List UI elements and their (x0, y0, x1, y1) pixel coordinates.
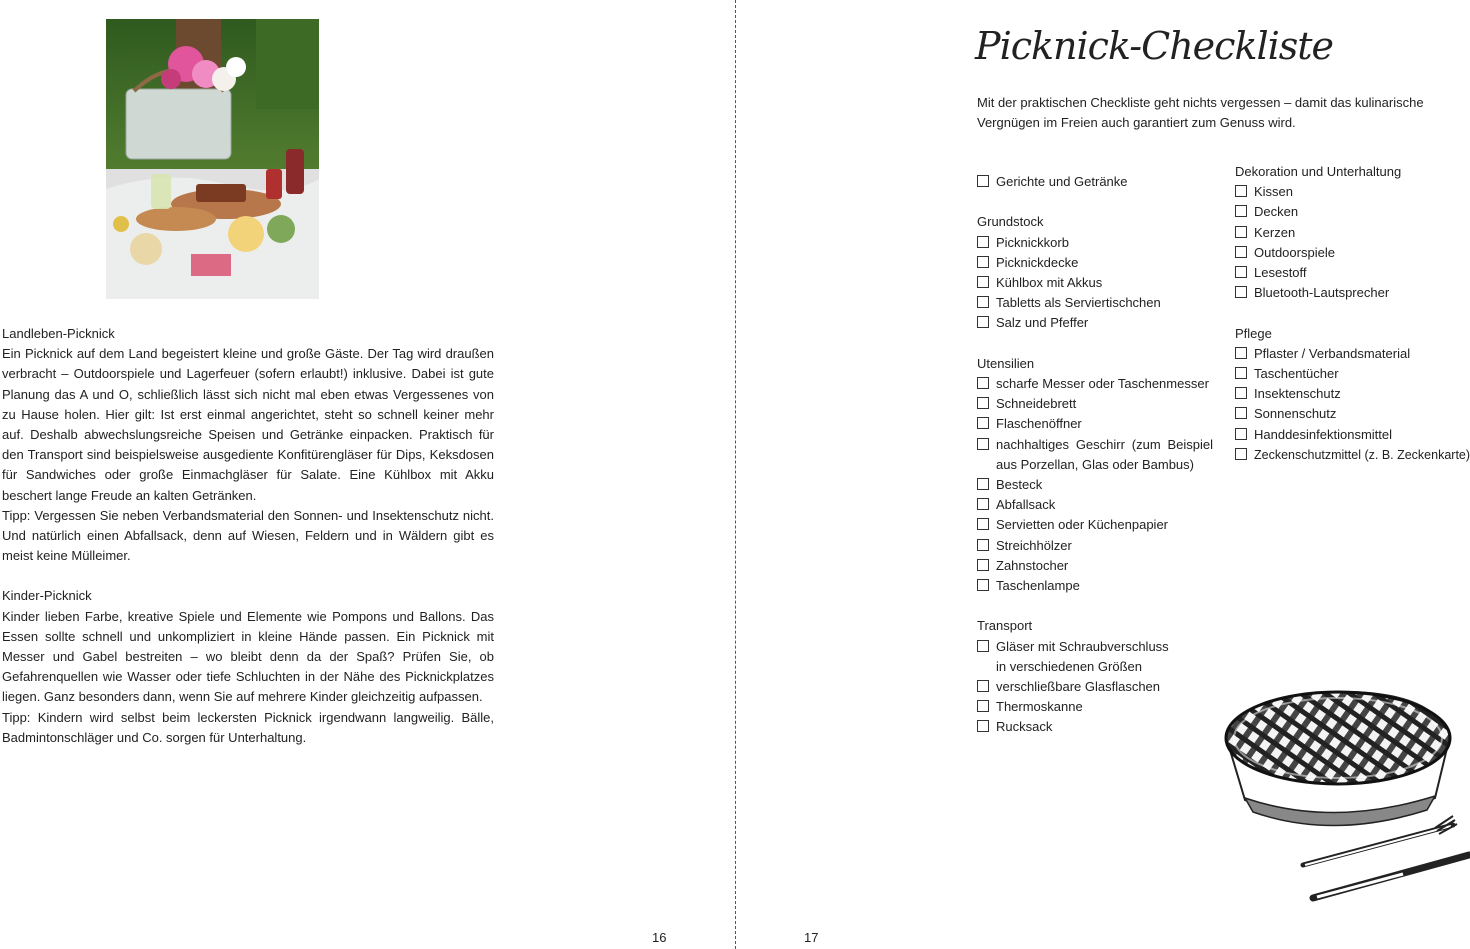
checkbox[interactable] (977, 256, 989, 268)
checklist-item[interactable]: Kühlbox mit Akkus (977, 273, 1213, 293)
checklist-item[interactable]: Abfallsack (977, 495, 1213, 515)
checkbox[interactable] (977, 236, 989, 248)
checklist-item[interactable]: Outdoorspiele (1235, 243, 1470, 263)
checklist-column-2 (1235, 162, 1470, 465)
checkbox[interactable] (977, 478, 989, 490)
checkbox[interactable] (977, 296, 989, 308)
tip-paragraph: Tipp: Vergessen Sie neben Verbandsmaterial den Sonnen- und Insektenschutz nicht. Und natürlich einen Abfallsack, denn auf Wiesen, Feldern und in Wäldern gibt es meist keine Mülleimer. (2, 507, 494, 564)
checklist-item[interactable]: Tabletts als Serviertischchen (977, 293, 1213, 313)
checklist-item[interactable]: Zahnstocher (977, 556, 1213, 576)
checkbox[interactable] (977, 720, 989, 732)
checkbox[interactable] (1235, 367, 1247, 379)
checkbox[interactable] (977, 579, 989, 591)
checklist-item[interactable]: scharfe Messer oder Taschenmesser (977, 374, 1213, 394)
section-title-grundstock: Grundstock (977, 214, 1044, 230)
checkbox[interactable] (977, 539, 989, 551)
checklist-item[interactable]: Flaschenöffner (977, 414, 1213, 434)
page-number-right: 17 (804, 930, 819, 945)
checkbox[interactable] (977, 377, 989, 389)
checkbox[interactable] (1235, 246, 1247, 258)
pie-illustration (1213, 680, 1470, 910)
checkbox[interactable] (1235, 428, 1247, 440)
paragraph: Kinder lieben Farbe, kreative Spiele und Elemente wie Pompons und Ballons. Das Essen sollte schnell und unkompliziert in kleine Hände passen. Ein Picknick mit Messer und Gabel bestreiten – wo bleibt denn da der Spaß? Prüfen Sie, ob Gefahrenquellen wie Wasser oder tiefe Schluchten in der Nähe des Picknickplatzes liegen. Ganz besonders dann, wenn Sie auf mehrere Kinder gleichzeitig aufpassen. (2, 608, 494, 705)
checklist-item[interactable]: Gerichte und Getränke (977, 172, 1213, 192)
section-title-utensilien: Utensilien (977, 355, 1035, 371)
checklist-item[interactable]: Besteck (977, 475, 1213, 495)
checkbox[interactable] (1235, 266, 1247, 278)
checkbox[interactable] (1235, 387, 1247, 399)
checklist-item[interactable]: Schneidebrett (977, 394, 1213, 414)
checkbox[interactable] (1235, 226, 1247, 238)
checklist-item[interactable]: Sonnenschutz (1235, 404, 1470, 424)
checkbox[interactable] (1235, 185, 1247, 197)
checkbox[interactable] (1235, 448, 1247, 460)
section-title-pflege: Pflege (1235, 325, 1272, 341)
checklist-item[interactable]: Kerzen (1235, 223, 1470, 243)
checklist-item[interactable]: Servietten oder Küchenpapier (977, 515, 1213, 535)
checklist-item[interactable]: Salz und Pfeffer (977, 313, 1213, 333)
page-number-left: 16 (652, 930, 667, 945)
checkbox[interactable] (1235, 286, 1247, 298)
intro-text: Mit der praktischen Checkliste geht nichts vergessen – damit das kulinarische Vergnügen im Freien auch garantiert zum Genuss wird. (977, 95, 1424, 130)
checklist-item[interactable]: Thermoskanne (977, 697, 1213, 717)
checkbox[interactable] (977, 276, 989, 288)
checkbox[interactable] (1235, 205, 1247, 217)
checklist-item[interactable]: Kissen (1235, 182, 1470, 202)
checkbox[interactable] (977, 559, 989, 571)
paragraph: Ein Picknick auf dem Land begeistert kleine und große Gäste. Der Tag wird draußen verbracht – Outdoorspiele und Lagerfeuer (sofern erlaubt!) inklusive. Dabei ist gute Planung das A und O, schließlich lässt sich nicht mal eben etwas Vergessenes von zu Hause holen. Hier gilt: Ist erst einmal angerichtet, steht so schnell keiner mehr auf. Deshalb abwechslungsreiche Speisen und Getränke einpacken. Praktisch für den Transport sind beispielsweise ausgediente Konfitürengläser für Dips, Keksdosen für Sandwiches oder große Einmachgläser für Salate. Eine Kühlbox mit Akku beschert lange Freude an kalten Getränken. (2, 346, 494, 503)
checklist-item[interactable]: Taschentücher (1235, 364, 1470, 384)
checkbox[interactable] (977, 438, 989, 450)
checklist-item[interactable]: Bluetooth-Lautsprecher (1235, 283, 1470, 303)
section-title-dekoration: Dekoration und Unterhaltung (1235, 164, 1402, 179)
checklist-item[interactable]: Rucksack (977, 717, 1213, 737)
checklist-item[interactable]: Picknickdecke (977, 253, 1213, 273)
checklist-item[interactable]: Lesestoff (1235, 263, 1470, 283)
checkbox[interactable] (977, 397, 989, 409)
page-title: Picknick-Checkliste (975, 24, 1334, 68)
checkbox[interactable] (977, 640, 989, 652)
checklist-item[interactable]: Gläser mit Schraubverschluss in verschiedenen Größen (977, 637, 1213, 677)
checkbox[interactable] (1235, 347, 1247, 359)
checklist-item[interactable]: Insektenschutz (1235, 384, 1470, 404)
section-heading: Kinder-Picknick (2, 588, 92, 604)
section-kinder (2, 586, 494, 748)
checkbox[interactable] (977, 700, 989, 712)
checklist-item[interactable]: Picknickkorb (977, 233, 1213, 253)
section-landleben (2, 324, 494, 566)
checkbox[interactable] (977, 417, 989, 429)
picnic-photo (106, 19, 319, 299)
checkbox[interactable] (977, 498, 989, 510)
checkbox[interactable] (1235, 407, 1247, 419)
page-divider (735, 0, 736, 949)
left-page-text (2, 324, 494, 748)
checklist-item[interactable]: Taschenlampe (977, 576, 1213, 596)
checklist-item[interactable]: Zeckenschutzmittel (z. B. Zeckenkarte) (1235, 445, 1470, 465)
section-title-transport: Transport (977, 618, 1033, 634)
section-heading: Landleben-Picknick (2, 326, 115, 341)
checkbox[interactable] (977, 175, 989, 187)
checkbox[interactable] (977, 518, 989, 530)
checklist-item[interactable]: Streichhölzer (977, 536, 1213, 556)
tip-paragraph: Tipp: Kindern wird selbst beim leckersten Picknick irgendwann langweilig. Bälle, Badmintonschläger und Co. sorgen für Unterhaltung. (2, 709, 494, 745)
checklist-item[interactable]: verschließbare Glasflaschen (977, 677, 1213, 697)
checkbox[interactable] (977, 680, 989, 692)
checklist-item[interactable]: Pflaster / Verbandsmaterial (1235, 344, 1470, 364)
checklist-item[interactable]: Handdesinfektionsmittel (1235, 425, 1470, 445)
checklist-item[interactable]: nachhaltiges Geschirr (zum Beispiel aus Porzellan, Glas oder Bambus) (977, 435, 1213, 475)
checklist-column-1 (977, 172, 1213, 738)
checkbox[interactable] (977, 316, 989, 328)
checklist-item[interactable]: Decken (1235, 202, 1470, 222)
